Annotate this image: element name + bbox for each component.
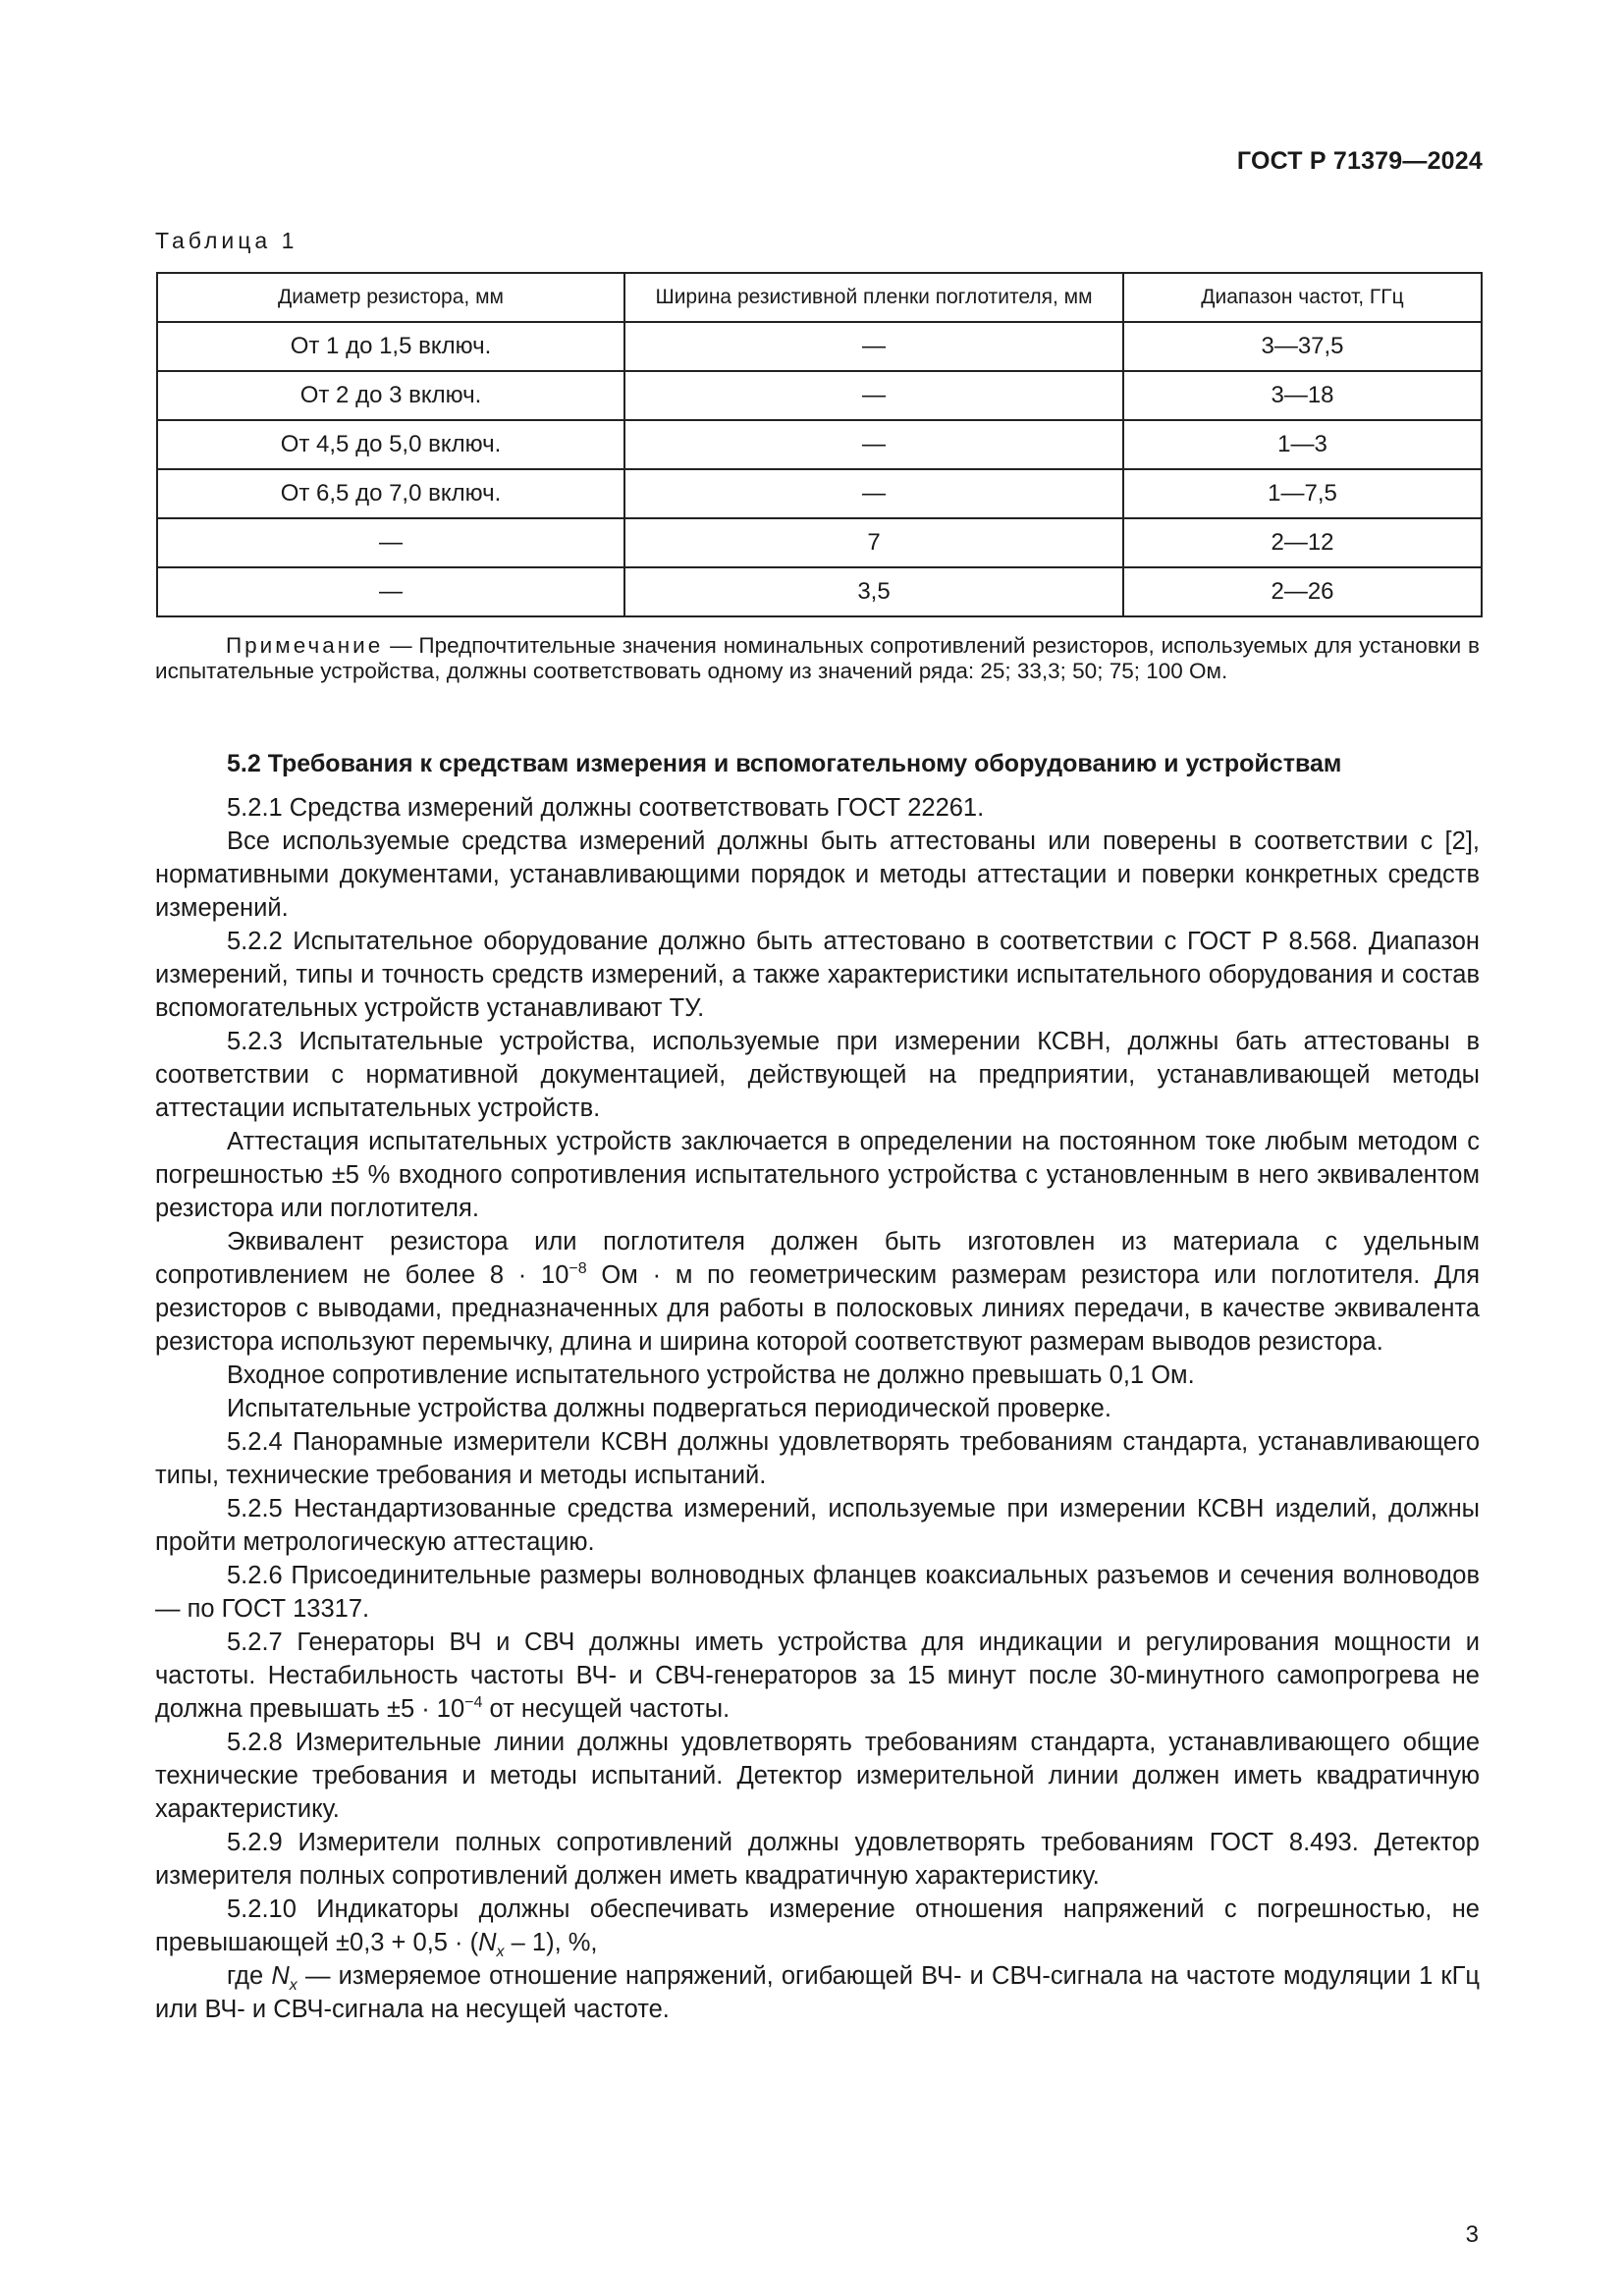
paragraph: 5.2.9 Измерители полных сопротивлений должны удовлетворять требованиям ГОСТ 8.493. Детектор измерителя полных сопротивлений должен иметь квадратичную характеристику. [155, 1829, 1480, 1890]
text-run: где [227, 1962, 272, 1990]
text-run: Ом · м по геометрическим размерам резистора или поглотителя. Для резисторов с выводами, предназначенных для работы в полосковых линиях передачи, в качестве эквивалента резистора используют перемычку, длина и ширина которой соответствуют размерам выводов резистора. [155, 1261, 1480, 1356]
paragraph: Все используемые средства измерений должны быть аттестованы или поверены в соответствии с [2], нормативными документами, устанавливающими порядок и методы аттестации и поверки конкретных средств измерений. [155, 828, 1480, 922]
column-header: Диапазон частот, ГГц [1123, 273, 1482, 322]
exponent: −4 [464, 1694, 483, 1711]
table-cell: От 2 до 3 включ. [157, 371, 624, 420]
variable: N [271, 1962, 290, 1990]
paragraph [155, 1959, 1480, 2026]
text-run: 5.2.10 Индикаторы должны обеспечивать измерение отношения напряжений с погрешностью, не превышающей ±0,3 + 0,5 · ( [155, 1896, 1480, 1956]
variable: N [478, 1929, 497, 1956]
table-header-row [157, 273, 1482, 322]
paragraph [155, 1225, 1480, 1359]
table-row [157, 371, 1482, 420]
table-cell: 3,5 [624, 567, 1123, 616]
text-run: от несущей частоты. [482, 1695, 731, 1723]
paragraph: 5.2.3 Испытательные устройства, используемые при измерении КСВН, должны бать аттестованы в соответствии с нормативной документацией, действующей на предприятии, устанавливающей методы аттестации испытательных устройств. [155, 1028, 1480, 1122]
subscript [497, 1944, 505, 1960]
table-row [157, 469, 1482, 518]
text-run: – 1), %, [504, 1929, 598, 1956]
paragraph: 5.2.4 Панорамные измерители КСВН должны удовлетворять требованиям стандарта, устанавливающего типы, технические требования и методы испытаний. [155, 1428, 1480, 1489]
table-cell: 3—18 [1123, 371, 1482, 420]
paragraph [155, 1626, 1480, 1726]
table-cell: 1—3 [1123, 420, 1482, 469]
table-cell: 3—37,5 [1123, 322, 1482, 371]
paragraph: 5.2.5 Нестандартизованные средства измерений, используемые при измерении КСВН изделий, должны пройти метрологическую аттестацию. [155, 1495, 1480, 1556]
paragraph: 5.2.8 Измерительные линии должны удовлетворять требованиям стандарта, устанавливающего общие технические требования и методы испытаний. Детектор измерительной линии должен иметь квадратичную характеристику. [155, 1729, 1480, 1823]
table-cell: — [624, 371, 1123, 420]
text-run: — измеряемое отношение напряжений, огибающей ВЧ- и СВЧ-сигнала на частоте модуляции 1 кГц или ВЧ- и СВЧ-сигнала на несущей частоте. [155, 1962, 1480, 2023]
table-cell: — [624, 469, 1123, 518]
table-caption: Таблица 1 [155, 228, 298, 253]
table-cell: — [624, 322, 1123, 371]
table-cell: — [624, 420, 1123, 469]
table-row [157, 420, 1482, 469]
exponent: −8 [568, 1260, 587, 1277]
note-text: — Предпочтительные значения номинальных сопротивлений резисторов, используемых для установки в испытательные устройства, должны соответствовать одному из значений ряда: 25; 33,3; 50; 75; 100 Ом. [155, 633, 1480, 683]
table-cell: 2—26 [1123, 567, 1482, 616]
section-heading: 5.2 Требования к средствам измерения и вспомогательному оборудованию и устройствам [227, 750, 1342, 777]
paragraph: 5.2.6 Присоединительные размеры волноводных фланцев коаксиальных разъемов и сечения волноводов — по ГОСТ 13317. [155, 1562, 1480, 1623]
paragraph: Аттестация испытательных устройств заключается в определении на постоянном токе любым методом с погрешностью ±5 % входного сопротивления испытательного устройства с установленным в него эквивалентом резистора или поглотителя. [155, 1128, 1480, 1222]
paragraph: Испытательные устройства должны подвергаться периодической проверке. [227, 1395, 1111, 1422]
paragraph: Входное сопротивление испытательного устройства не должно превышать 0,1 Ом. [227, 1362, 1195, 1389]
table-cell: 2—12 [1123, 518, 1482, 567]
table-note [155, 633, 1480, 684]
table-row [157, 518, 1482, 567]
table-cell: 7 [624, 518, 1123, 567]
table-cell: От 4,5 до 5,0 включ. [157, 420, 624, 469]
table-cell: От 6,5 до 7,0 включ. [157, 469, 624, 518]
column-header: Диаметр резистора, мм [157, 273, 624, 322]
table-cell: 1—7,5 [1123, 469, 1482, 518]
subscript-variable: x [289, 1977, 298, 1994]
paragraph [155, 1893, 1480, 1959]
table-cell: — [157, 567, 624, 616]
page-number: 3 [1465, 2221, 1479, 2248]
paragraph: 5.2.2 Испытательное оборудование должно быть аттестовано в соответствии с ГОСТ Р 8.568. Диапазон измерений, типы и точность средств измерений, а также характеристики испытательного оборудования и состав вспомогательных устройств устанавливают ТУ. [155, 928, 1480, 1022]
text-run: 5.2.7 Генераторы ВЧ и СВЧ должны иметь устройства для индикации и регулирования мощности и частоты. Нестабильность частоты ВЧ- и СВЧ-генераторов за 15 минут после 30-минутного самопрогрева не должна превышать ±5 · 10 [155, 1629, 1480, 1723]
subscript [290, 1977, 298, 1994]
table-cell: От 1 до 1,5 включ. [157, 322, 624, 371]
body-text [155, 791, 1480, 2026]
subscript-variable: x [496, 1944, 505, 1960]
table-row [157, 322, 1482, 371]
text-run: Эквивалент резистора или поглотителя должен быть изготовлен из материала с удельным сопротивлением не более 8 · 10 [155, 1228, 1480, 1289]
paragraph: 5.2.1 Средства измерений должны соответствовать ГОСТ 22261. [227, 794, 985, 822]
table-cell: — [157, 518, 624, 567]
document-code: ГОСТ Р 71379—2024 [1236, 147, 1483, 175]
spec-table [156, 272, 1483, 617]
table-row [157, 567, 1482, 616]
note-label: Примечание [226, 633, 384, 658]
column-header: Ширина резистивной пленки поглотителя, мм [624, 273, 1123, 322]
